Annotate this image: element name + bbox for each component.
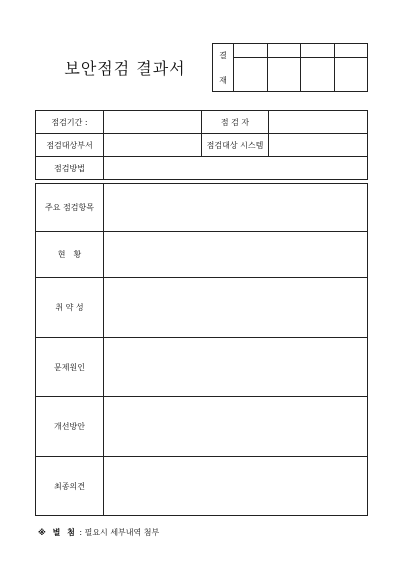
table-row (36, 397, 368, 457)
section-label: 문제원인 (36, 338, 104, 397)
table-row (36, 338, 368, 397)
approval-header-top: 결 (219, 50, 227, 60)
section-content[interactable] (104, 338, 368, 397)
attachment-mark: ※ 별 첨 (38, 528, 77, 537)
section-content[interactable] (104, 397, 368, 457)
inspector-value[interactable] (269, 111, 368, 134)
approval-header (213, 44, 234, 92)
approval-sign-cell-2[interactable] (267, 58, 301, 92)
document-title: 보안점검 결과서 (64, 59, 186, 78)
section-content[interactable] (104, 457, 368, 516)
period-label: 점검기간 : (36, 111, 104, 134)
dept-label: 점검대상부서 (36, 134, 104, 157)
period-value[interactable] (104, 111, 202, 134)
approval-sign-cell-3[interactable] (301, 58, 335, 92)
table-row (36, 457, 368, 516)
table-row (36, 278, 368, 338)
section-content[interactable] (104, 184, 368, 232)
system-value[interactable] (269, 134, 368, 157)
section-content[interactable] (104, 232, 368, 278)
attachment-text: : 필요시 세부내역 첨부 (79, 528, 160, 537)
section-label: 취 약 성 (36, 278, 104, 338)
section-label: 최종의견 (36, 457, 104, 516)
approval-box (212, 43, 368, 92)
dept-value[interactable] (104, 134, 202, 157)
inspector-label: 점 검 자 (202, 111, 269, 134)
table-row (36, 232, 368, 278)
approval-title-cell-3[interactable] (301, 44, 335, 58)
approval-title-cell-4[interactable] (334, 44, 368, 58)
approval-title-cell-1[interactable] (234, 44, 268, 58)
method-value[interactable] (104, 157, 368, 180)
approval-header-bottom: 재 (219, 75, 227, 85)
section-content[interactable] (104, 278, 368, 338)
approval-sign-cell-1[interactable] (234, 58, 268, 92)
attachment-note (38, 527, 159, 538)
approval-title-cell-2[interactable] (267, 44, 301, 58)
result-table (35, 183, 368, 516)
approval-sign-cell-4[interactable] (334, 58, 368, 92)
table-row (36, 184, 368, 232)
system-label: 점검대상 시스템 (202, 134, 269, 157)
info-table (35, 110, 368, 180)
section-label: 개선방안 (36, 397, 104, 457)
section-label: 현 황 (36, 232, 104, 278)
method-label: 점검방법 (36, 157, 104, 180)
section-label: 주요 점검항목 (36, 184, 104, 232)
